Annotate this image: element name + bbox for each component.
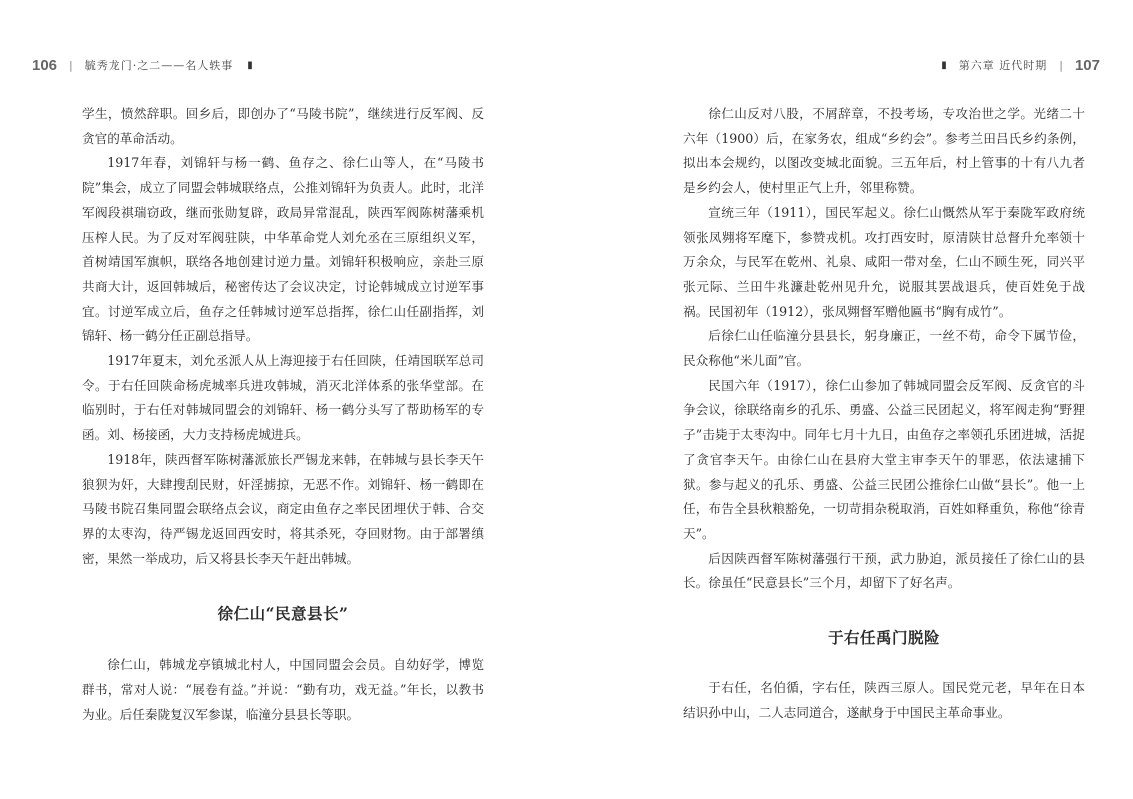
section-title: 于右任禹门脱险 <box>827 628 940 648</box>
paragraph: 徐仁山反对八股，不屑辞章，不投考场，专攻治世之学。光绪二十六年（1900）后，在家务农，组成“乡约会”。参考兰田吕氏乡约条例，拟出本会规约，以图改变城北面貌。三五年后，村上管事的十有八九者是乡约会人，使村里正气上升，邻里称赞。 <box>683 106 1085 196</box>
paragraph: 民国六年（1917），徐仁山参加了韩城同盟会反军阀、反贪官的斗争会议，徐联络南乡的孔乐、勇盛、公益三民团起义，将军阀走狗“野狸子”击毙于太枣沟中。同年七月十九日，由鱼存之率领孔乐团进城，活捉了贪官李天午。由徐仁山在县府大堂主审李天午的罪恶，依法逮捕下狱。参与起义的孔乐、勇盛、公益三民团公推徐仁山做“县长”。他一上任，布告全县秋粮豁免，一切苛捐杂税取消，百姓如释重负，称他“徐青天”。 <box>683 377 1085 541</box>
right-paragraphs-top <box>683 102 1085 596</box>
page-number: 106 <box>32 56 58 74</box>
left-paragraphs-bottom <box>82 653 484 727</box>
left-page <box>0 0 566 799</box>
paragraph: 1917年夏末，刘允丞派人从上海迎接于右任回陕，任靖国联军总司令。于右任回陕命杨虎城率兵进攻韩城，消灭北洋体系的张华堂部。在临别时，于右任对韩城同盟会的刘锦轩、杨一鹤分头写了帮助杨军的专函。刘、杨接函，大力支持杨虎城进兵。 <box>82 353 484 443</box>
paragraph: 后因陕西督军陈树藩强行干预，武力胁迫，派员接任了徐仁山的县长。徐虽任“民意县长”三个月，却留下了好名声。 <box>683 550 1085 591</box>
right-text-column <box>683 102 1085 725</box>
paragraph: 宣统三年（1911），国民军起义。徐仁山慨然从军于秦陇军政府统领张凤翙将军麾下，参赞戎机。攻打西安时，原清陕甘总督升允率领十万余众，与民军在乾州、礼泉、咸阳一带对垒，仁山不顾生死，同兴平张元际、兰田牛兆濂赴乾州见升允，说服其罢战退兵，使百姓免于战祸。民国初年（1912），张凤翙督军赠他匾书“胸有成竹”。 <box>683 204 1085 319</box>
chapter-title: 第六章 近代时期 <box>958 59 1048 72</box>
left-paragraphs-top <box>82 102 484 571</box>
paragraph: 学生，愤然辞职。回乡后，即创办了“马陵书院”，继续进行反军阀、反贪官的革命活动。 <box>82 106 484 146</box>
header-marker-icon: ▮ <box>247 59 253 71</box>
book-title: 毓秀龙门·之二——名人轶事 <box>84 59 234 72</box>
paragraph: 于右任，名伯循，字右任，陕西三原人。国民党元老，早年在日本结识孙中山，二人志同道合，遂献身于中国民主革命事业。 <box>683 680 1085 720</box>
header-divider: | <box>69 58 73 72</box>
header-marker-icon: ▮ <box>941 59 947 71</box>
left-running-header <box>32 55 253 75</box>
section-title: 徐仁山“民意县长” <box>217 604 349 624</box>
right-running-header <box>941 55 1100 75</box>
header-divider: | <box>1059 58 1063 72</box>
page-number: 107 <box>1074 56 1100 74</box>
left-text-column <box>82 102 484 727</box>
paragraph: 1917年春，刘锦轩与杨一鹤、鱼存之、徐仁山等人，在“马陵书院”集会，成立了同盟会韩城联络点，公推刘锦轩为负责人。此时，北洋军阀段祺瑞窃政，继而张勋复辟，政局异常混乱，陕西军阀陈树藩乘机压榨人民。为了反对军阀驻陕，中华革命党人刘允丞在三原组织义军，首树靖国军旗帜，联络各地创建讨逆力量。刘锦轩积极响应，亲赴三原共商大计，返回韩城后，秘密传达了会议决定，讨论韩城成立讨逆军事宜。讨逆军成立后，鱼存之任韩城讨逆军总指挥，徐仁山任副指挥，刘锦轩、杨一鹤分任正副总指导。 <box>82 155 484 344</box>
paragraph: 徐仁山，韩城龙亭镇城北村人，中国同盟会会员。自幼好学，博览群书，常对人说：“展卷有益。”并说：“勤有功，戏无益。”年长，以教书为业。后任秦陇复汉军参谋，临潼分县县长等职。 <box>82 657 484 722</box>
paragraph: 1918年，陕西督军陈树藩派旅长严锡龙来韩，在韩城与县长李天午狼狈为奸，大肆搜刮民财，奸淫掳掠，无恶不作。刘锦轩、杨一鹤即在马陵书院召集同盟会联络点会议，商定由鱼存之率民团埋伏于韩、合交界的太枣沟，待严锡龙返回西安时，将其杀死，夺回财物。由于部署缜密，果然一举成功，后又将县长李天午赶出韩城。 <box>82 451 484 566</box>
right-paragraphs-bottom <box>683 676 1085 725</box>
paragraph: 后徐仁山任临潼分县县长，躬身廉正，一丝不苟，命令下属节俭，民众称他“米儿面”官。 <box>683 328 1085 369</box>
right-page <box>566 0 1133 799</box>
